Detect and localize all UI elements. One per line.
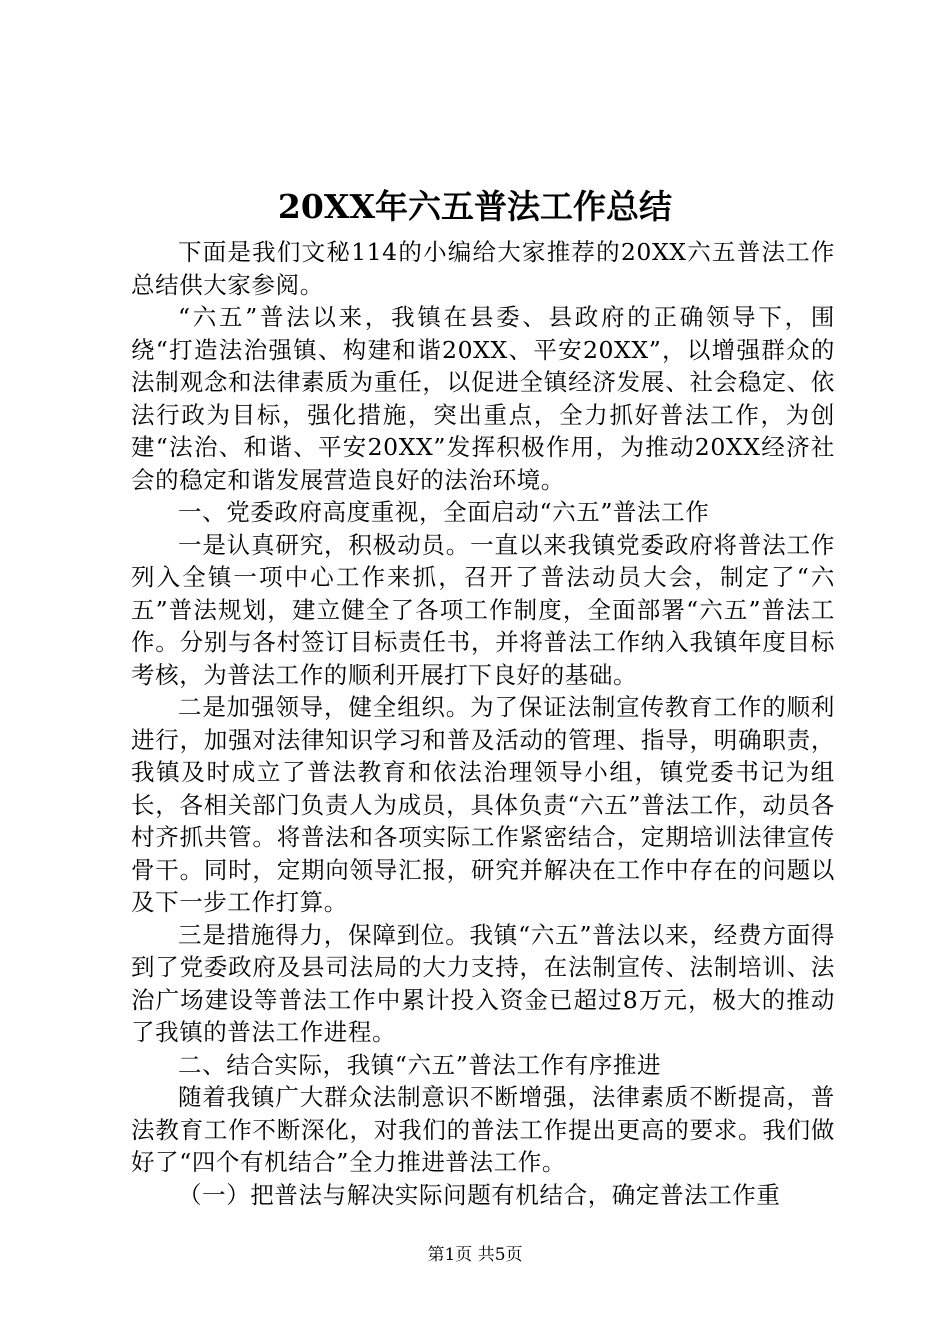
paragraph-section-2-intro: 随着我镇广大群众法制意识不断增强，法律素质不断提高，普法教育工作不断深化，对我们的普法工作提出更高的要求。我们做好了“四个有机结合”全力推进普法工作。: [131, 1083, 835, 1176]
paragraph-subsection-1: （一）把普法与解决实际问题有机结合，确定普法工作重: [178, 1180, 781, 1209]
paragraph-point-3: 三是措施得力，保障到位。我镇“六五”普法以来，经费方面得到了党委政府及县司法局的大力支持，在法制宣传、法制培训、法治广场建设等普法工作中累计投入资金已超过8万元，极大的推动了我镇的普法工作进程。: [131, 920, 835, 1046]
page-number-footer: 第1页 共5页: [427, 1245, 523, 1265]
paragraph-intro: 下面是我们文秘114的小编给大家推荐的20XX六五普法工作总结供大家参阅。: [131, 238, 835, 299]
section-heading-2: 二、结合实际，我镇“六五”普法工作有序推进: [178, 1050, 662, 1079]
section-heading-1: 一、党委政府高度重视，全面启动“六五”普法工作: [178, 498, 710, 526]
document-body: [131, 236, 835, 1211]
paragraph-point-1: 一是认真研究，积极动员。一直以来我镇党委政府将普法工作列入全镇一项中心工作来抓，召开了普法动员大会，制定了“六五”普法规划，建立健全了各项工作制度，全面部署“六五”普法工作。分别与各村签订目标责任书，并将普法工作纳入我镇年度目标考核，为普法工作的顺利开展打下良好的基础。: [131, 530, 835, 689]
document-title: 20XX年六五普法工作总结: [277, 187, 673, 226]
paragraph-overview: “六五”普法以来，我镇在县委、县政府的正确领导下，围绕“打造法治强镇、构建和谐20XX、平安20XX”，以增强群众的法制观念和法律素质为重任，以促进全镇经济发展、社会稳定、依法行政为目标，强化措施，突出重点，全力抓好普法工作，为创建“法治、和谐、平安20XX”发挥积极作用，为推动20XX经济社会的稳定和谐发展营造良好的法治环境。: [131, 303, 835, 494]
paragraph-point-2: 二是加强领导，健全组织。为了保证法制宣传教育工作的顺利进行，加强对法律知识学习和普及活动的管理、指导，明确职责，我镇及时成立了普法教育和依法治理领导小组，镇党委书记为组长，各相关部门负责人为成员，具体负责“六五”普法工作，动员各村齐抓共管。将普法和各项实际工作紧密结合，定期培训法律宣传骨干。同时，定期向领导汇报，研究并解决在工作中存在的问题以及下一步工作打算。: [131, 693, 835, 916]
